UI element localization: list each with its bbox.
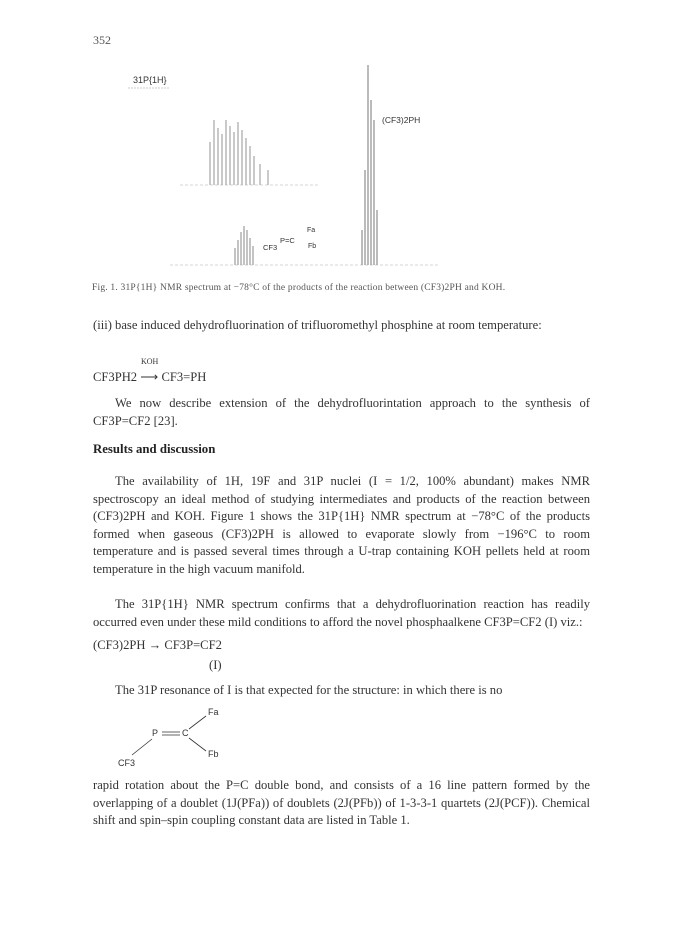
paragraph-1: (iii) base induced dehydrofluorination of trifluoromethyl phosphine at room temperature:	[93, 318, 542, 332]
lower-label-fb: Fb	[308, 243, 317, 250]
lower-label-cf3: CF3	[263, 243, 278, 252]
upper-multiplet	[210, 120, 268, 185]
struct-cf3: CF3	[118, 758, 136, 768]
struct-fa: Fa	[208, 707, 219, 717]
paragraph-5: The 31P resonance of I is that expected for the structure: in which there is no	[115, 683, 503, 697]
equation-2: (CF3)2PH → CF3P=CF2	[93, 638, 222, 652]
peak-label-cf3-2ph: (CF3)2PH	[382, 115, 421, 125]
structure-diagram	[110, 700, 250, 770]
struct-fb: Fb	[208, 749, 219, 759]
page-number: 352	[93, 33, 111, 47]
figure-caption: Fig. 1. 31P{1H} NMR spectrum at −78°C of the products of the reaction between (CF3)2PH and KOH.	[92, 283, 506, 293]
struct-c: C	[182, 728, 189, 738]
lower-multiplet	[235, 226, 253, 265]
paragraph-6: rapid rotation about the P=C double bond, and consists of a 16 line pattern formed by the overlapping of a doublet (1J(PFa)) of doublets (2J(PFb)) of 1-3-3-1 quartets (2J(PCF)). Chemical shift and spin–spin coupling constant data are listed in Table 1.	[93, 778, 590, 828]
equation-1-body: CF3PH2 ⟶ CF3=PH	[93, 370, 207, 384]
paragraph-3: The availability of 1H, 19F and 31P nuclei (I = 1/2, 100% abundant) makes NMR spectroscopy an ideal method of studying intermediates and products of the reaction between (CF3)2PH and KOH. Figure 1 shows the 31P{1H} NMR spectrum at −78°C of the products formed when gaseous (CF3)2PH is allowed to evaporate slowly from −196°C to room temperature and is passed several times through a U-trap containing KOH pellets held at room temperature in the high vacuum manifold.	[93, 474, 590, 576]
struct-p: P	[152, 728, 159, 738]
section-heading: Results and discussion	[93, 442, 216, 456]
equation-2-number: (I)	[209, 658, 222, 672]
paragraph-2: We now describe extension of the dehydrofluorintation approach to the synthesis of CF3P=CF2 [23].	[93, 396, 590, 428]
equation-1	[93, 357, 393, 389]
equation-1-reagent: KOH	[141, 357, 159, 366]
spectrum-label-top: 31P{1H}	[133, 75, 167, 85]
paragraph-4: The 31P{1H} NMR spectrum confirms that a dehydrofluorination reaction has readily occurred even under these mild conditions to afford the novel phosphaalkene CF3P=CF2 (I) viz.:	[93, 597, 590, 629]
main-peak	[362, 65, 377, 265]
nmr-spectrum-figure	[110, 60, 590, 280]
lower-label-pc: P=C	[280, 236, 295, 245]
lower-label-fa: Fa	[307, 227, 316, 234]
